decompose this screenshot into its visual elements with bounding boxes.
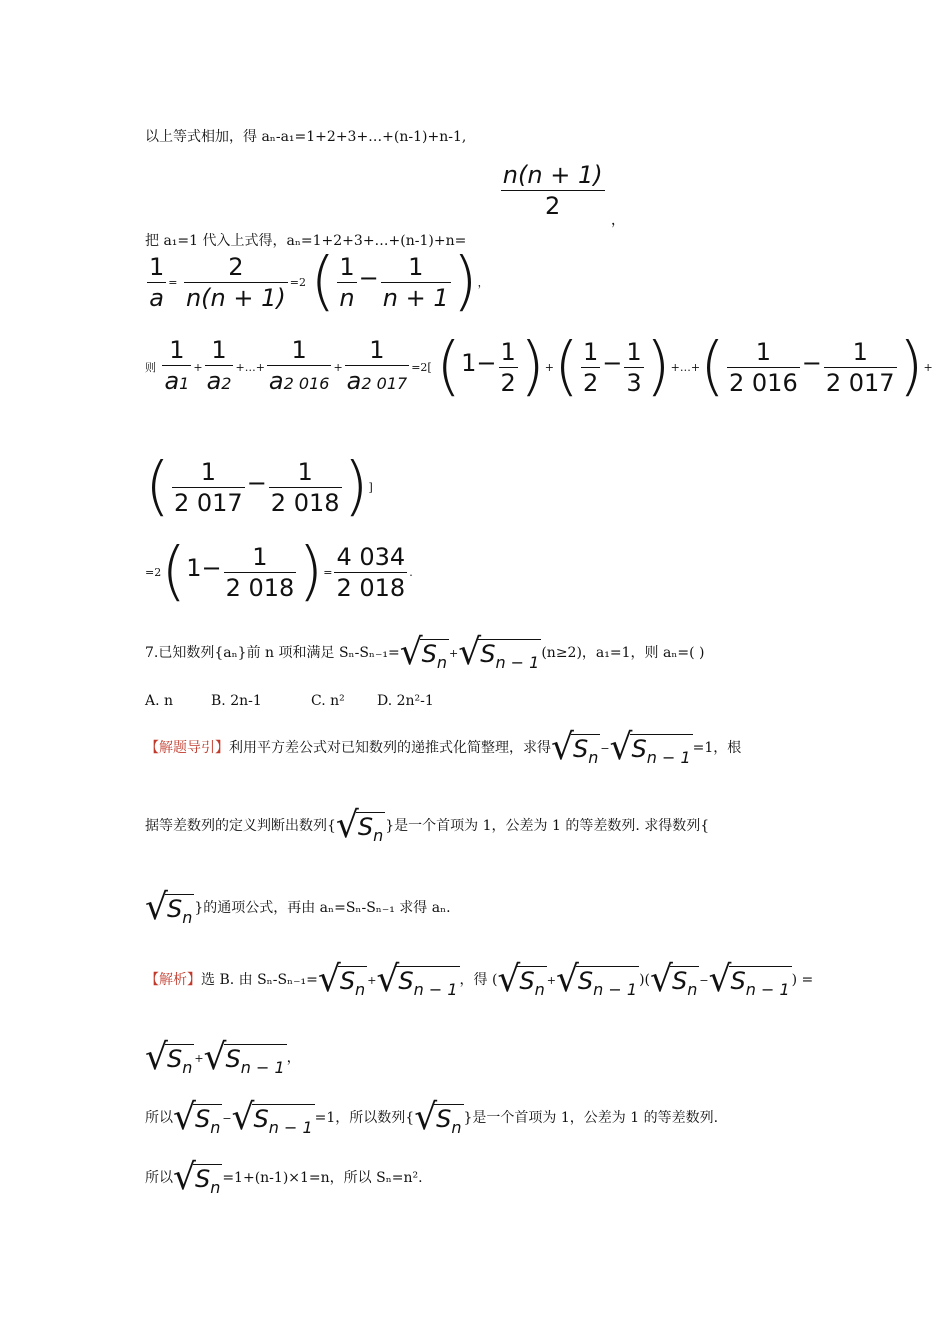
fraction: $\frac{2}{n(n + 1)}$ (185, 252, 286, 312)
formula-line: $\frac{1}{a}$ = $\frac{2}{n(n + 1)}$ =2 ( $\frac{1}{n}$ − $\frac{1}{n + 1}$ )， (149, 245, 489, 319)
solution-line-1: 【解析】选 B. 由 $S_n-S_{n-1}=√S_n +√S_{n - 1}$ ，得 ($√S_n +√S_{n - 1}$ )($√S_n -√S_{n - 1}$ ) = (145, 959, 814, 1000)
question-7: 7.已知数列{aₙ}前 n 项和满足 $S_n-S_{n-1}=√S_n +√S_{n - 1}$ (n≥2)，a₁=1，则 aₙ=( ) (145, 632, 705, 673)
fraction (501, 160, 605, 221)
formula-line: =2(1− $\frac{1}{2 018}$ )= $\frac{4 034}{2 018}$ . (145, 535, 413, 609)
denominator: 2 (545, 192, 561, 220)
formula-line (145, 160, 625, 248)
text-line: 以上等式相加，得 aₙ-a₁=1+2+3+…+(n-1)+n-1, (145, 129, 467, 145)
text: ， (611, 212, 626, 229)
fraction: $\frac{1}{a}$ (149, 252, 165, 312)
text: 把 a₁=1 代入上式得，aₙ=1+2+3+…+(n-1)+n= (145, 232, 467, 249)
guide-line-1: 【解题导引】利用平方差公式对已知数列的递推式化简整理，求得$√S_n -√S_{n - 1} =1$，根 (145, 727, 742, 768)
numerator: n(n + 1) (502, 161, 603, 189)
formula-line: 则 $\frac{1}{a1}$ + $\frac{1}{a2}$ +…+ $\frac{1}{a2 016}$ + $\frac{1}{a2 017}$ =2[ (1− $\frac{1}{2}$ )+( $\frac{1}{2}$ − $\frac{1}{3}$ )+…+( $\frac{1}{2 016}$ − $\frac{1}{2 017}$ )+ (145, 330, 933, 404)
solution-line-3: 所以$√S_n -√S_{n - 1} =1$，所以数列{$√S_n$ }是一个首项为 1，公差为 1 的等差数列. (145, 1097, 719, 1138)
solution-line-4: 所以$√S_n =1+(n-1)\times 1=n$，所以 Sₙ=n². (145, 1157, 423, 1198)
guide-line-3: $√S_n$ }的通项公式，再由 aₙ=Sₙ-Sₙ₋₁ 求得 aₙ. (145, 887, 451, 928)
fraction: $\frac{1}{n + 1}$ (382, 252, 449, 312)
options: A. n B. 2n-1 C. n² D. 2n²-1 (145, 693, 434, 709)
fraction: $\frac{1}{n}$ (339, 252, 355, 312)
solution-line-2: $√S_n +√S_{n - 1}$ ， (145, 1037, 301, 1078)
guide-line-2: 据等差数列的定义判断出数列{$√S_n$ }是一个首项为 1，公差为 1 的等差数列. 求得数列{ (145, 805, 710, 846)
formula-line: ( $\frac{1}{2 017}$ − $\frac{1}{2 018}$ )] (145, 450, 373, 524)
